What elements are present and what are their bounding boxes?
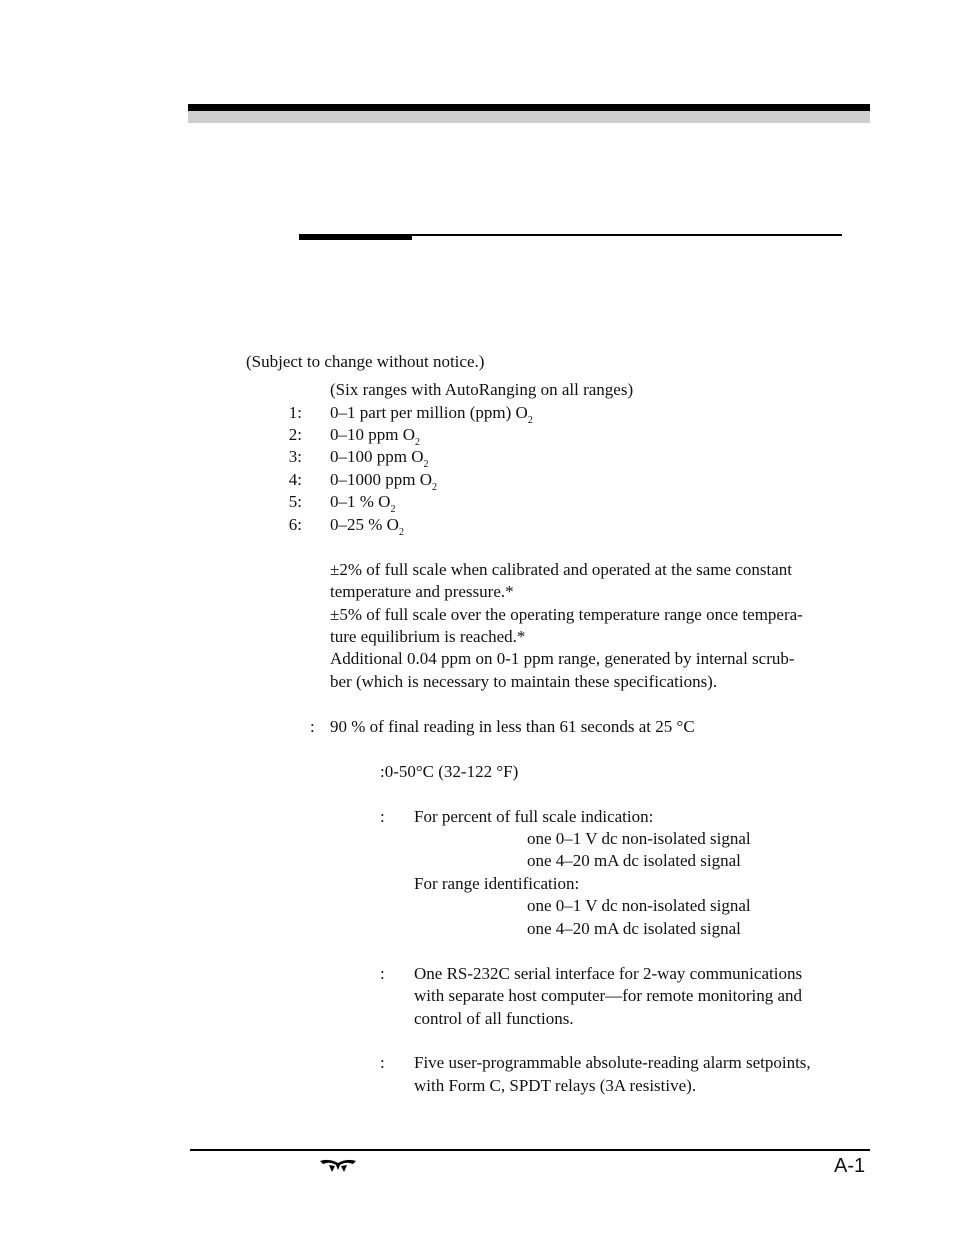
range-number: 4: — [288, 470, 302, 489]
digital-line: control of all functions. — [414, 1009, 574, 1028]
range-number: 1: — [288, 403, 302, 422]
range-item: 0–1 part per million (ppm) $O_2$ — [330, 403, 533, 426]
footer-rule — [190, 1149, 870, 1151]
range-item: 0–25 % $O_2$ — [330, 515, 404, 538]
accuracy-line: ber (which is necessary to maintain these specifications). — [330, 672, 718, 691]
digital-line: with separate host computer—for remote monitoring and — [414, 986, 803, 1005]
accuracy-line: temperature and pressure.* — [330, 582, 514, 601]
range-item: 0–1 % $O_2$ — [330, 492, 396, 515]
header-rule-gray — [188, 111, 870, 123]
accuracy-line: ±5% of full scale over the operating temperature range once tempera- — [330, 605, 803, 624]
response-colon: : — [310, 717, 315, 736]
ranges-intro: (Six ranges with AutoRanging on all ranges) — [330, 380, 634, 399]
range-item: 0–1000 ppm $O_2$ — [330, 470, 437, 493]
notice-text: (Subject to change without notice.) — [246, 352, 485, 371]
signal-percent-label: For percent of full scale indication: — [414, 807, 654, 826]
digital-line: One RS-232C serial interface for 2-way communications — [414, 964, 803, 983]
response-text: 90 % of final reading in less than 61 seconds at 25 °C — [330, 717, 695, 736]
alarms-colon: : — [380, 1053, 385, 1072]
signal-percent-item: one 0–1 V dc non-isolated signal — [527, 829, 751, 848]
page-number: A-1 — [834, 1155, 866, 1177]
accuracy-line: ±2% of full scale when calibrated and operated at the same constant — [330, 560, 793, 579]
temperature-text: :0-50°C (32-122 °F) — [380, 762, 519, 781]
signal-range-item: one 0–1 V dc non-isolated signal — [527, 896, 751, 915]
alarms-line: with Form C, SPDT relays (3A resistive). — [414, 1076, 697, 1095]
signal-range-label: For range identification: — [414, 874, 580, 893]
range-number: 3: — [288, 447, 302, 466]
section-rule-thin — [412, 234, 842, 236]
accuracy-line: ture equilibrium is reached.* — [330, 627, 526, 646]
teledyne-logo-icon — [320, 1158, 356, 1174]
signal-range-item: one 4–20 mA dc isolated signal — [527, 919, 741, 938]
digital-colon: : — [380, 964, 385, 983]
header-rule-black — [188, 104, 870, 111]
accuracy-line: Additional 0.04 ppm on 0-1 ppm range, generated by internal scrub- — [330, 649, 795, 668]
range-number: 6: — [288, 515, 302, 534]
signal-percent-item: one 4–20 mA dc isolated signal — [527, 851, 741, 870]
range-number: 2: — [288, 425, 302, 444]
signal-colon: : — [380, 807, 385, 826]
range-item: 0–10 ppm $O_2$ — [330, 425, 420, 448]
range-item: 0–100 ppm $O_2$ — [330, 447, 429, 470]
range-number: 5: — [288, 492, 302, 511]
section-rule-thick — [299, 234, 412, 240]
alarms-line: Five user-programmable absolute-reading alarm setpoints, — [414, 1053, 811, 1072]
